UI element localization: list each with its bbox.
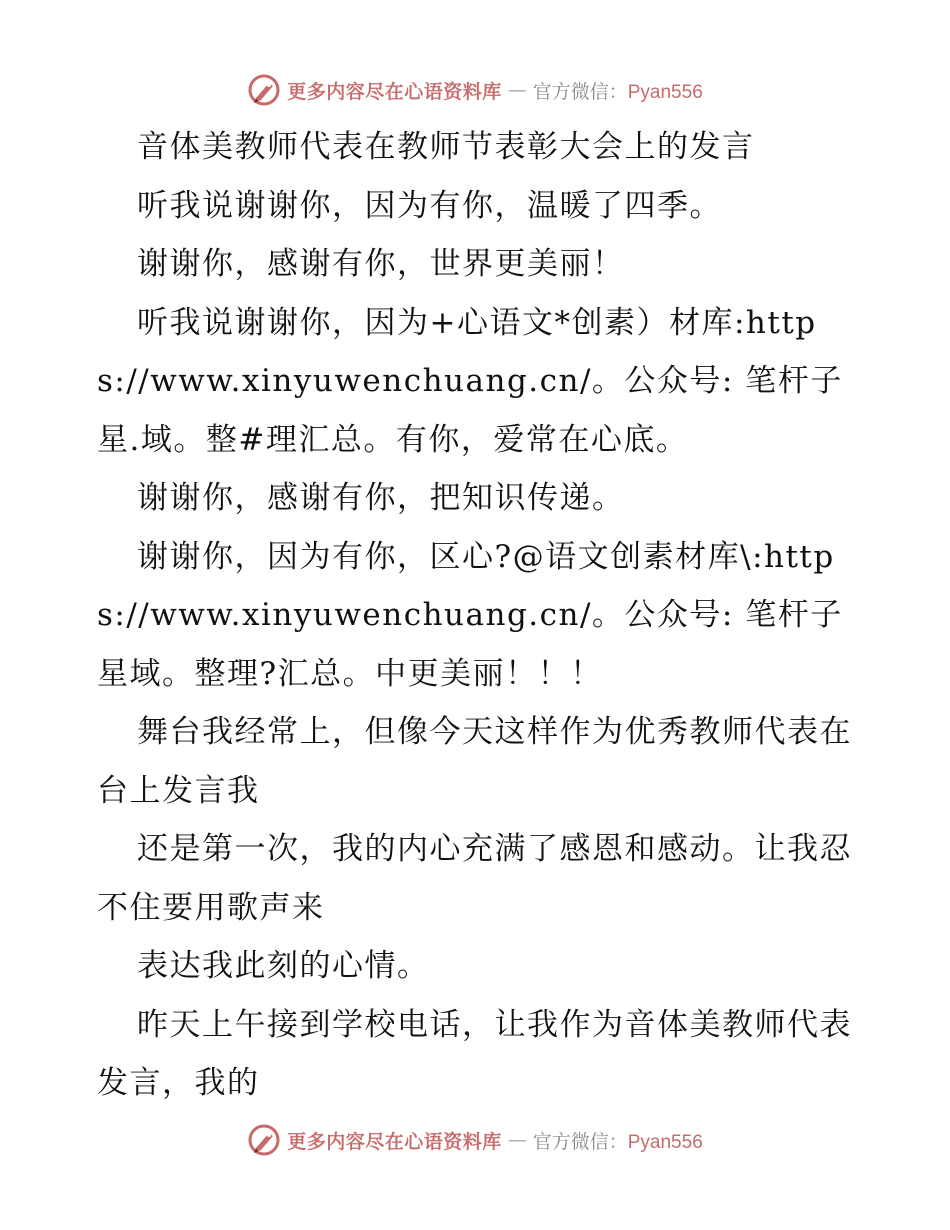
- footer-contact-handle: Pyan556: [627, 1131, 703, 1153]
- paragraph: 还是第一次，我的内心充满了感恩和感动。让我忍不住要用歌声来: [97, 831, 852, 926]
- paragraph: 表达我此刻的心情。: [137, 948, 430, 984]
- header-banner: [0, 70, 950, 110]
- pen-logo-icon: [247, 1123, 281, 1157]
- pen-logo-icon: [247, 73, 281, 107]
- footer-banner-dash: —: [507, 1129, 527, 1151]
- paragraph: 听我说谢谢你，因为+心语文*创素）材库:https://www.xinyuwenchuang.cn/。公众号: 笔杆子星.域。整#理汇总。有你，爱常在心底。: [97, 304, 843, 458]
- paragraph: 昨天上午接到学校电话，让我作为音体美教师代表发言，我的: [97, 1006, 852, 1101]
- footer-banner: [0, 1120, 950, 1160]
- paragraph: 舞台我经常上，但像今天这样作为优秀教师代表在台上发言我: [97, 714, 852, 809]
- paragraph-title: 音体美教师代表在教师节表彰大会上的发言: [137, 129, 755, 165]
- footer-banner-text: 更多内容尽在心语资料库: [287, 1130, 502, 1153]
- header-banner-text: 更多内容尽在心语资料库: [287, 80, 502, 103]
- paragraph: 谢谢你，感谢有你，世界更美丽！: [137, 246, 625, 282]
- paragraph: 听我说谢谢你，因为有你，温暖了四季。: [137, 187, 722, 224]
- footer-contact-label: 官方微信：: [532, 1131, 628, 1153]
- paragraph: 谢谢你，因为有你，区心?@语文创素材库\:https://www.xinyuwenchuang.cn/。公众号: 笔杆子星域。整理?汇总。中更美丽！！！: [97, 538, 843, 692]
- header-contact-handle: Pyan556: [627, 81, 703, 103]
- footer-contact: [533, 1127, 703, 1154]
- paragraph: 谢谢你，感谢有你，把知识传递。: [137, 480, 625, 516]
- header-banner-dash: —: [507, 79, 527, 101]
- document-body: [97, 118, 857, 1113]
- header-contact-label: 官方微信：: [532, 81, 628, 103]
- header-contact: [533, 77, 703, 104]
